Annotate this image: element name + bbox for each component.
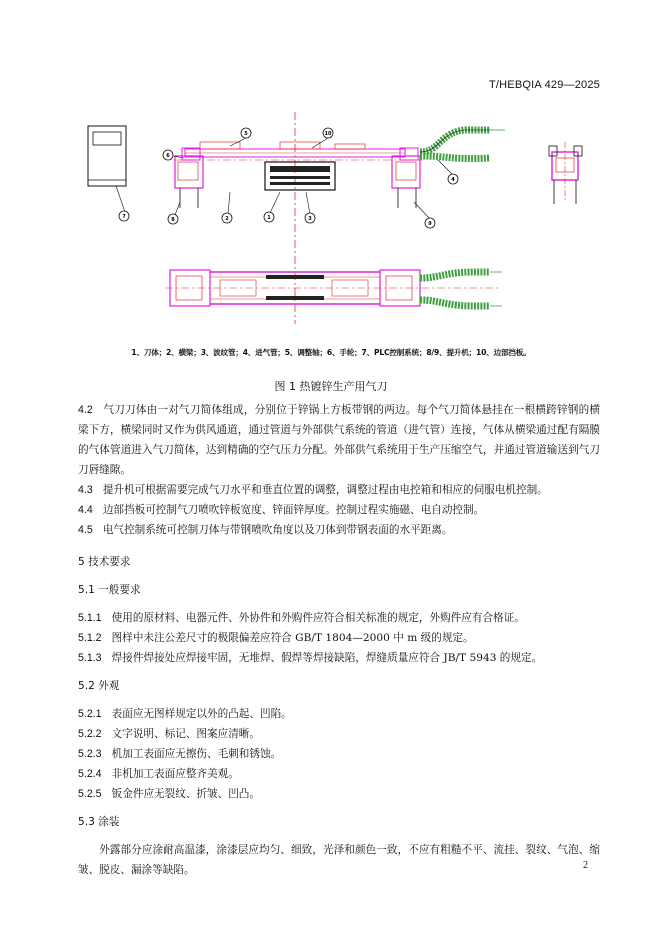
clause-number: 5.2.1 <box>78 708 102 720</box>
clause-4-2 <box>78 400 600 480</box>
clause-5-2-3 <box>78 744 600 764</box>
clause-number: 5.2.5 <box>78 788 102 800</box>
callout-2: 2 <box>225 216 229 222</box>
clause-number: 5.2.4 <box>78 768 102 780</box>
clause-text: 使用的原材料、电器元件、外协件和外购件应符合相关标准的规定，外购件应有合格证。 <box>111 612 525 624</box>
clause-4-3 <box>78 480 600 500</box>
callout-10: 10 <box>324 131 332 137</box>
corrugated-pipe-bottom <box>420 272 502 306</box>
clause-4-5 <box>78 520 600 540</box>
figure-legend: 1、刀体；2、横梁；3、波纹管；4、进气管；5、调整轴；6、手轮；7、PLC控制系统；8/9、提升机；10、边部挡板。 <box>131 348 531 357</box>
clause-5-1-2 <box>78 628 600 648</box>
document-code: T/HEBQIA 429—2025 <box>488 79 600 91</box>
callout-6: 6 <box>166 153 170 159</box>
plc-cabinet <box>88 126 126 186</box>
clause-number: 5.1.1 <box>78 612 102 624</box>
clause-number: 5.1.3 <box>78 652 102 664</box>
clause-5-3-text: 外露部分应涂耐高温漆，涂漆层应均匀、细致，光泽和颜色一致，不应有粗糙不平、流挂、裂纹、气泡、缩皱、脱皮、漏涂等缺陷。 <box>78 844 600 876</box>
clause-5-2-4 <box>78 764 600 784</box>
callout-5: 5 <box>244 131 248 137</box>
callout-8: 8 <box>171 217 175 223</box>
clause-5-2-2 <box>78 724 600 744</box>
clause-number: 5.2.2 <box>78 728 102 740</box>
clause-text: 表面应无图样规定以外的凸起、凹陷。 <box>111 708 292 720</box>
document-body <box>78 400 600 880</box>
clause-5-1-1 <box>78 608 600 628</box>
clause-text: 提升机可根据需要完成气刀水平和垂直位置的调整，调整过程由电控箱和相应的伺服电机控制。 <box>102 484 548 496</box>
callout-7: 7 <box>122 214 126 220</box>
section-5-title: 5 技术要求 <box>78 556 131 568</box>
section-5-2-title: 5.2 外观 <box>78 680 120 692</box>
clause-text: 文字说明、标记、图案应清晰。 <box>111 728 260 740</box>
clause-text: 气刀刀体由一对气刀简体组成，分别位于锌锅上方板带钢的两边。每个气刀简体悬挂在一根横跨锌钢的横梁下方，横梁同时又作为供风通道，通过管道与外部供气系统的管道（进气管）连接，气体从横梁通过配有隔膜的气体管道进入气刀简体，达到精确的空气压力分配。外部供气系统用于生产压缩空气，并通过管道输送到气刀刀唇缝隙。 <box>78 404 600 476</box>
callout-3: 3 <box>308 216 312 222</box>
clause-4-4 <box>78 500 600 520</box>
page-number: 2 <box>583 860 588 871</box>
air-knife-drawing <box>80 112 600 352</box>
side-view <box>549 142 582 204</box>
clause-text: 电气控制系统可控制刀体与带钢喷吹角度以及刀体到带钢表面的水平距离。 <box>102 524 453 536</box>
clause-text: 边部挡板可控制气刀喷吹锌板宽度、锌面锌厚度。控制过程实施磁、电自动控制。 <box>102 504 485 516</box>
callout-4: 4 <box>451 177 455 183</box>
clause-number: 4.2 <box>78 404 93 416</box>
callout-1: 1 <box>267 215 271 221</box>
corrugated-pipe-top <box>420 130 505 159</box>
clause-text: 焊接件焊接处应焊接牢固，无堆焊、假焊等焊接缺陷，焊缝质量应符合 JB/T 5943 的规定。 <box>111 652 543 664</box>
clause-text: 机加工表面应无擦伤、毛刺和锈蚀。 <box>111 748 282 760</box>
clause-number: 5.2.3 <box>78 748 102 760</box>
clause-number: 5.1.2 <box>78 632 102 644</box>
clause-number: 4.4 <box>78 504 93 516</box>
clause-text: 钣金件应无裂纹、折皱、凹凸。 <box>111 788 260 800</box>
clause-5-2-5 <box>78 784 600 804</box>
clause-text: 图样中未注公差尺寸的极限偏差应符合 GB/T 1804—2000 中 m 级的规定。 <box>111 632 474 644</box>
section-5-1-title: 5.1 一般要求 <box>78 584 141 596</box>
clause-number: 4.5 <box>78 524 93 536</box>
clause-5-2-1 <box>78 704 600 724</box>
clause-5-1-3 <box>78 648 600 668</box>
beam-front-view <box>175 142 420 208</box>
clause-text: 非机加工表面应整齐美观。 <box>111 768 239 780</box>
figure-caption: 图 1 热镀锌生产用气刀 <box>274 380 388 393</box>
callout-9: 9 <box>428 221 432 227</box>
clause-number: 4.3 <box>78 484 93 496</box>
section-5-3-title: 5.3 涂装 <box>78 816 120 828</box>
